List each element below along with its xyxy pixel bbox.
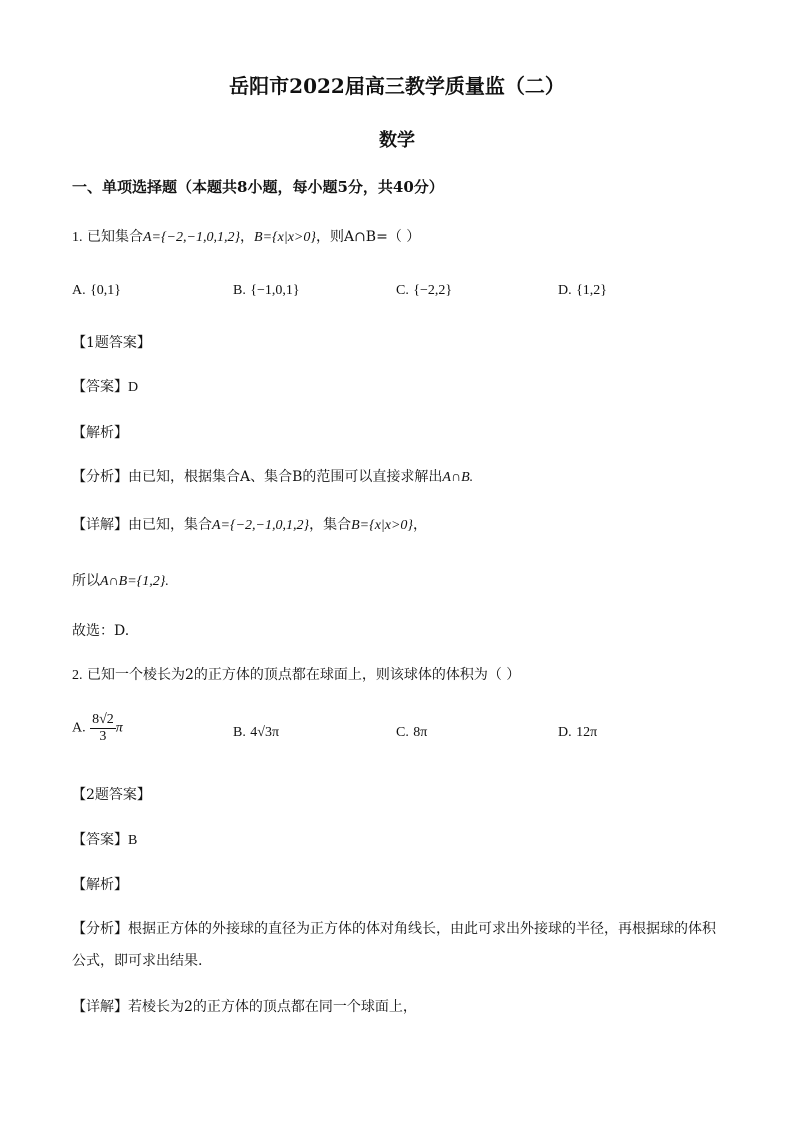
q1-suoyi [72,570,169,590]
question-text: 已知集合 [86,229,143,245]
xiangjie-end: ， [413,517,428,533]
xiangjie-mid: ，集合 [309,517,352,533]
option-label: B. [233,283,246,298]
option-label: C. [396,725,409,740]
q2-analysis-header: 【解析】 [72,877,128,893]
option-value: {0,1} [90,283,122,298]
subject-title: 数学 [379,130,415,151]
set-a: A={−2,−1,0,1,2} [142,230,241,245]
option-value: {1,2} [576,283,608,298]
fenxi-text: 根据正方体的外接球的直径为正方体的体对角线长，由此可求出外接球的半径，再根据球的体积 [128,921,716,937]
q2-fenxi-line2: 公式，即可求出结果. [72,953,203,969]
q2-answer-line [72,829,137,849]
q2-fenxi-line1 [72,918,716,938]
answer-value: D [128,380,139,395]
set-a-repeat: A={−2,−1,0,1,2} [212,518,310,533]
option-label: A. [72,283,86,298]
q2-option-d[interactable] [558,724,597,741]
xiangjie-text: 由已知，集合 [128,517,212,533]
fraction-numerator: 8√2 [92,712,114,727]
q1-guxuan: 故选：D. [72,623,130,639]
option-value: 12π [576,725,598,740]
q1-option-a[interactable] [72,282,121,299]
option-value: {−2,2} [413,283,453,298]
q1-xiangjie [72,514,427,534]
question-text-end: ，则A∩B=（ ） [315,229,421,245]
option-value: 4√3π [250,725,280,740]
option-value: {−1,0,1} [250,283,300,298]
suoyi-math: A∩B={1,2}. [100,574,169,589]
q2-answer-header: 【2题答案】 [72,787,151,803]
q2-option-a[interactable] [72,712,123,745]
set-b: B={x|x>0} [254,230,316,245]
q1-analysis-header: 【解析】 [72,425,128,441]
fenxi-tag: 【分析】 [72,921,128,937]
set-b-repeat: B={x|x>0} [351,518,414,533]
page-title: 岳阳市2022届高三教学质量监（二） [229,74,565,98]
q1-option-d[interactable] [558,282,607,299]
fenxi-text: 由已知，根据集合A、集合B的范围可以直接求解出 [128,469,443,485]
answer-value: B [128,833,138,848]
question-number: 2. [72,668,83,683]
question-1-stem: 1. 已知集合A={−2,−1,0,1,2}，B={x|x>0}，则A∩B=（ ） [72,229,421,245]
option-label: B. [233,725,246,740]
q1-option-b[interactable] [233,282,300,299]
option-value: 8π [413,725,428,740]
answer-tag: 【答案】 [72,832,128,848]
q1-fenxi [72,466,473,486]
xiangjie-tag: 【详解】 [72,517,128,533]
xiangjie-tag: 【详解】 [72,999,128,1015]
option-label: C. [396,283,409,298]
question-number: 1. [72,230,83,245]
option-label: A. [72,720,86,736]
question-text: 已知一个棱长为2的正方体的顶点都在球面上，则该球体的体积为（ ） [86,667,521,683]
suoyi-text: 所以 [72,573,100,589]
section-heading: 一、单项选择题（本题共8小题，每小题5分，共40分） [72,178,444,196]
q2-xiangjie [72,996,417,1016]
q1-answer-header: 【1题答案】 [72,335,151,351]
xiangjie-text: 若棱长为2的正方体的顶点都在同一个球面上， [128,999,417,1015]
fraction-denominator: 3 [99,729,107,744]
fraction [90,712,116,745]
fenxi-tag: 【分析】 [72,469,128,485]
answer-tag: 【答案】 [72,379,128,395]
q1-option-c[interactable] [396,282,452,299]
question-2-stem [72,664,520,684]
pi-symbol: π [115,720,123,736]
option-label: D. [558,283,572,298]
fenxi-math: A∩B. [442,470,474,485]
q1-answer-line [72,376,138,396]
q2-option-b[interactable] [233,724,279,741]
option-label: D. [558,725,572,740]
q2-option-c[interactable] [396,724,427,741]
